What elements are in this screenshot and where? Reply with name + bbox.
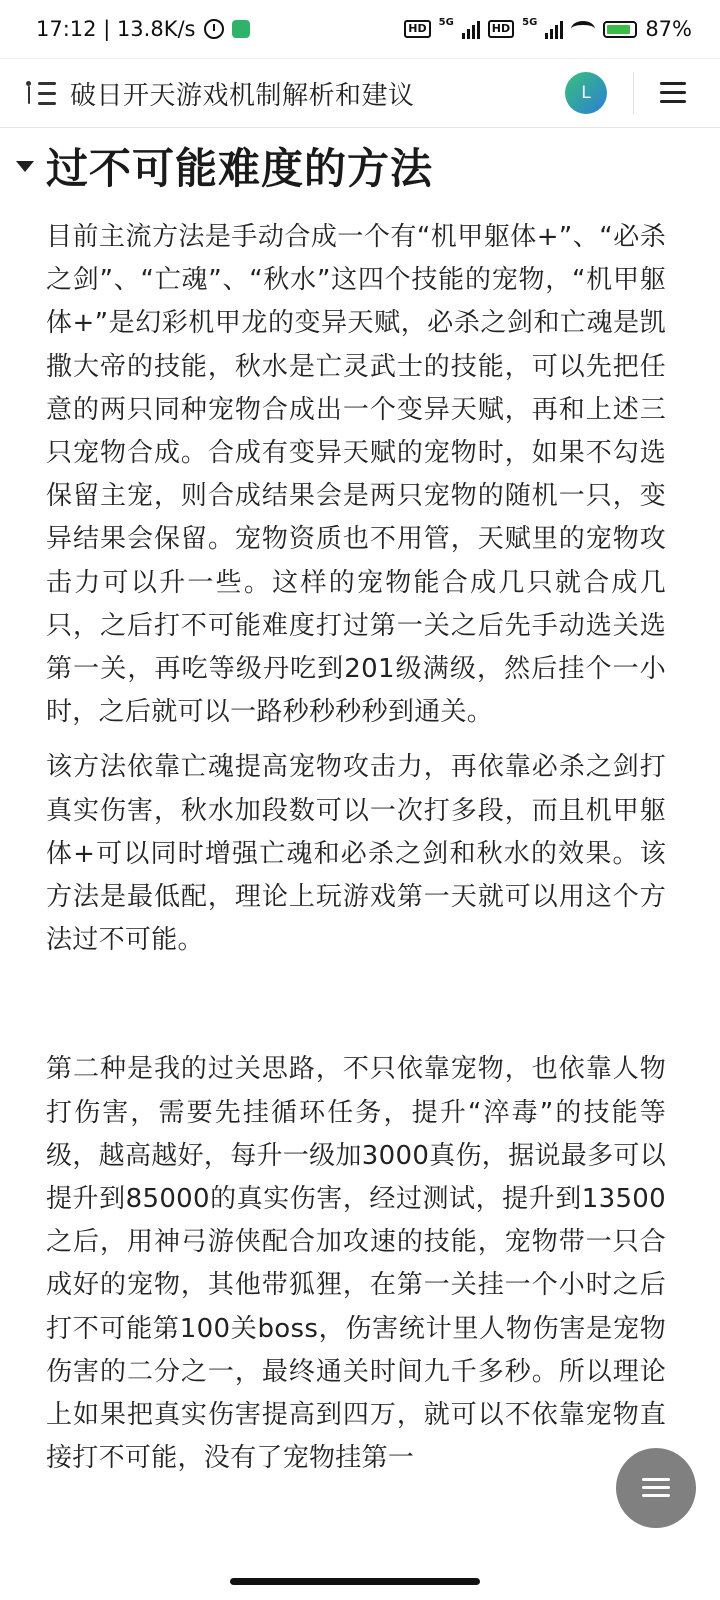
battery-percent: 87%	[645, 17, 692, 41]
signal-icon	[545, 19, 563, 39]
avatar[interactable]: L	[565, 72, 607, 114]
status-bar	[0, 0, 720, 58]
sim1-hd-badge: HD	[404, 20, 430, 38]
status-left	[36, 17, 250, 41]
status-time-speed: 17:12 | 13.8K/s	[36, 17, 196, 41]
article-content	[0, 130, 720, 1480]
wifi-icon	[571, 21, 595, 37]
paragraph: 第二种是我的过关思路，不只依靠宠物，也依靠人物打伤害，需要先挂循环任务，提升“淬毒”的技能等级，越高越好，每升一级加3000真伤，据说最多可以提升到85000的真实伤害，经过测试，提升到13500之后，用神弓游侠配合加攻速的技能，宠物带一只合成好的宠物，其他带狐狸，在第一关挂一个小时之后打不可能第100关boss，伤害统计里人物伤害是宠物伤害的二分之一，最终通关时间九千多秒。所以理论上如果把真实伤害提高到四万，就可以不依靠宠物直接打不可能，没有了宠物挂第一	[46, 1054, 666, 1474]
page-title: 破日开天游戏机制解析和建议	[70, 80, 415, 111]
hamburger-menu-icon[interactable]	[660, 82, 686, 104]
top-app-bar	[0, 58, 720, 128]
alarm-icon	[204, 19, 224, 39]
app-notification-icon	[232, 20, 250, 38]
sim2-network-label: 5G	[522, 17, 538, 28]
floating-menu-button[interactable]	[616, 1448, 696, 1528]
toc-list-icon[interactable]	[22, 78, 58, 108]
section-header[interactable]	[0, 130, 720, 202]
signal-icon	[462, 19, 480, 39]
sim1-network-label: 5G	[438, 17, 454, 28]
header-divider	[633, 72, 634, 114]
battery-icon	[603, 21, 637, 38]
gesture-home-bar[interactable]	[230, 1578, 480, 1585]
paragraph: 目前主流方法是手动合成一个有“机甲躯体+”、“必杀之剑”、“亡魂”、“秋水”这四个技能的宠物，“机甲躯体+”是幻彩机甲龙的变异天赋，必杀之剑和亡魂是凯撒大帝的技能，秋水是亡灵武士的技能，可以先把任意的两只同种宠物合成出一个变异天赋，再和上述三只宠物合成。合成有变异天赋的宠物时，如果不勾选保留主宠，则合成结果会是两只宠物的随机一只，变异结果会保留。宠物资质也不用管，天赋里的宠物攻击力可以升一些。这样的宠物能合成几只就合成几只，之后打不可能难度打过第一关之后先手动选关选第一关，再吃等级丹吃到201级满级，然后挂个一小时，之后就可以一路秒秒秒秒到通关。	[46, 222, 666, 728]
menu-lines-icon	[642, 1478, 670, 1498]
battery-level-fill	[607, 25, 630, 34]
status-right	[404, 17, 692, 41]
collapse-caret-icon[interactable]	[16, 161, 34, 172]
paragraph: 该方法依靠亡魂提高宠物攻击力，再依靠必杀之剑打真实伤害，秋水加段数可以一次打多段，而且机甲躯体+可以同时增强亡魂和必杀之剑和秋水的效果。该方法是最低配，理论上玩游戏第一天就可以用这个方法过不可能。	[46, 752, 666, 956]
sim2-hd-badge: HD	[488, 20, 514, 38]
section-title: 过不可能难度的方法	[46, 144, 434, 193]
